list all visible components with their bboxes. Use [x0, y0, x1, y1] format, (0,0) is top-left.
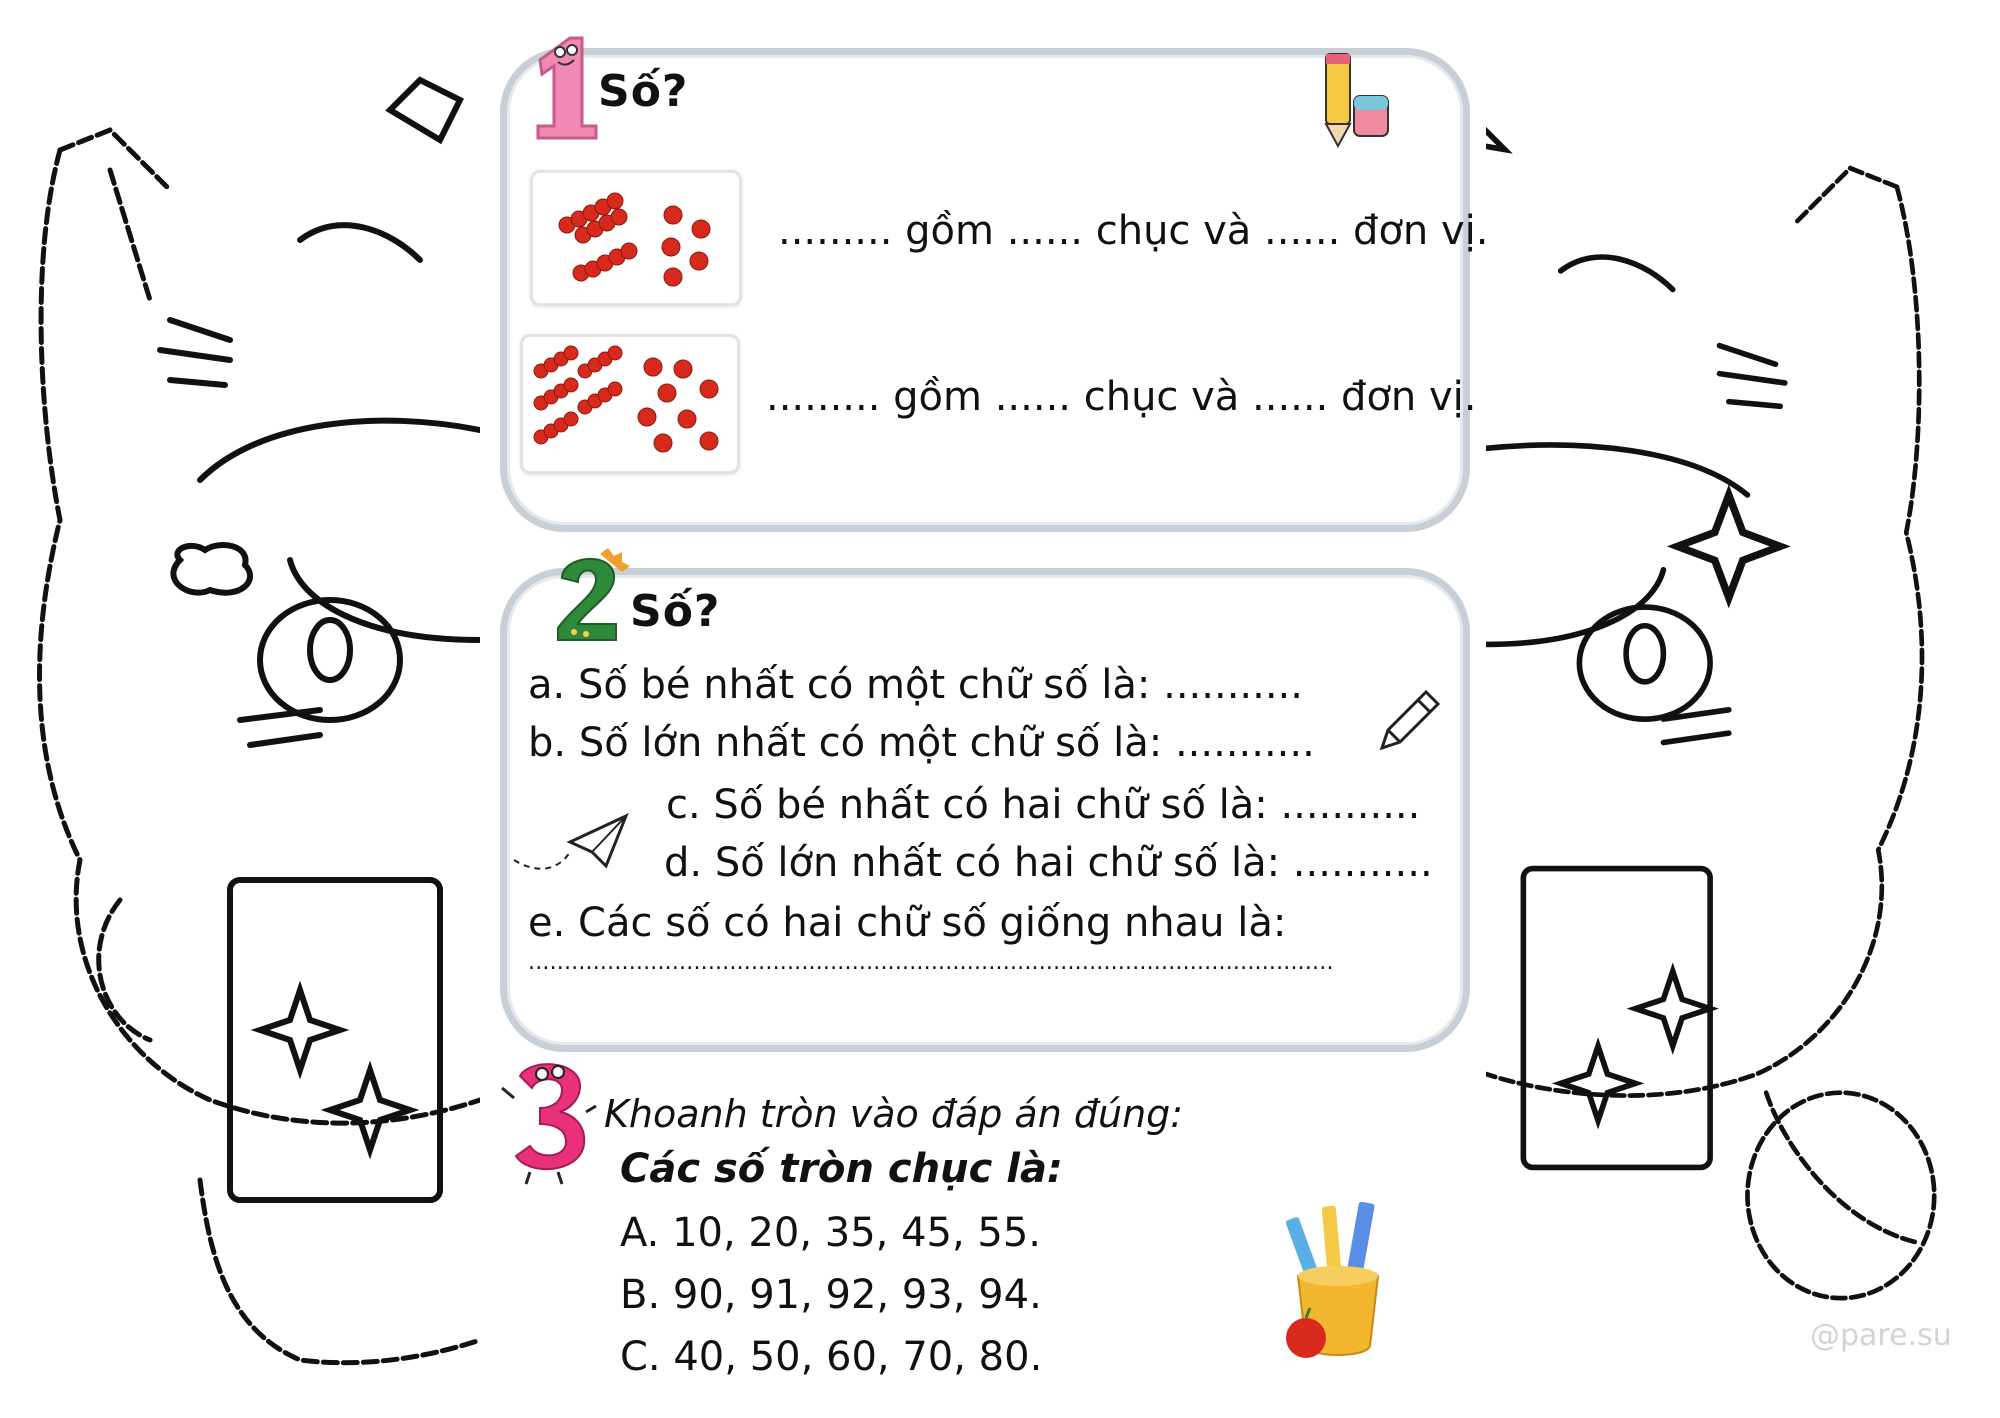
row-1-text-gom: gồm: [905, 208, 994, 254]
row-1-text-chuc: chục và: [1095, 208, 1252, 254]
exercise-2-item-c: [666, 782, 1420, 828]
item-c-blank[interactable]: ...........: [1280, 782, 1421, 828]
tomato-image-1: [530, 170, 742, 306]
item-a-text: a. Số bé nhất có một chữ số là:: [528, 662, 1151, 708]
row-1-text-donvi: đơn vị.: [1353, 208, 1489, 254]
row-1-units-blank[interactable]: ......: [1264, 208, 1341, 254]
section-3-title: Khoanh tròn vào đáp án đúng:: [604, 1092, 1184, 1136]
section-1-title: Số?: [598, 66, 689, 117]
row-2-text-donvi: đơn vị.: [1341, 374, 1477, 420]
watermark-text: @pare.su: [1810, 1318, 1952, 1353]
exercise-2-item-b: [528, 720, 1315, 766]
option-b[interactable]: B. 90, 91, 92, 93, 94.: [620, 1272, 1042, 1318]
row-2-tens-blank[interactable]: ......: [994, 374, 1071, 420]
row-2-text-chuc: chục và: [1083, 374, 1240, 420]
item-d-text: d. Số lớn nhất có hai chữ số là:: [664, 840, 1281, 886]
item-d-blank[interactable]: ...........: [1292, 840, 1433, 886]
section-3-question: Các số tròn chục là:: [620, 1146, 1063, 1192]
option-c[interactable]: C. 40, 50, 60, 70, 80.: [620, 1334, 1043, 1380]
pencil-cup-sticker-icon: [1270, 1196, 1410, 1370]
pencil-icon: [1372, 686, 1444, 762]
item-e-text: e. Các số có hai chữ số giống nhau là:: [528, 900, 1287, 946]
number-one-badge-icon: [520, 30, 600, 144]
row-2-units-blank[interactable]: ......: [1252, 374, 1329, 420]
tomato-image-2: [520, 334, 740, 474]
number-two-badge-icon: [552, 548, 632, 648]
item-b-text: b. Số lớn nhất có một chữ số là:: [528, 720, 1163, 766]
exercise-1-row-2: [766, 374, 1476, 420]
pencil-eraser-sticker-icon: [1296, 46, 1406, 160]
section-2-title: Số?: [630, 586, 721, 637]
cat-outline-right: [1486, 0, 1966, 1414]
row-2-answer-blank[interactable]: .........: [766, 374, 881, 420]
option-a[interactable]: A. 10, 20, 35, 45, 55.: [620, 1210, 1042, 1256]
row-1-tens-blank[interactable]: ......: [1006, 208, 1083, 254]
paper-plane-icon: [510, 812, 630, 886]
cat-illustration-right: [1486, 0, 1966, 1414]
item-a-blank[interactable]: ...........: [1163, 662, 1303, 708]
exercise-2-item-a: [528, 662, 1303, 708]
row-1-answer-blank[interactable]: .........: [778, 208, 893, 254]
exercise-2-item-d: [664, 840, 1433, 886]
item-e-blank[interactable]: ................................................................................................................: [528, 950, 1334, 975]
item-c-text: c. Số bé nhất có hai chữ số là:: [666, 782, 1268, 828]
row-2-text-gom: gồm: [893, 374, 982, 420]
tomato-group-icon: [533, 173, 739, 303]
tomato-group-icon: [523, 337, 737, 471]
exercise-2-item-e: [528, 900, 1286, 946]
cat-illustration-left: [0, 0, 480, 1414]
cat-outline-left: [0, 0, 480, 1414]
exercise-1-row-1: [778, 208, 1488, 254]
number-three-badge-icon: [500, 1056, 598, 1190]
item-b-blank[interactable]: ...........: [1174, 720, 1315, 766]
